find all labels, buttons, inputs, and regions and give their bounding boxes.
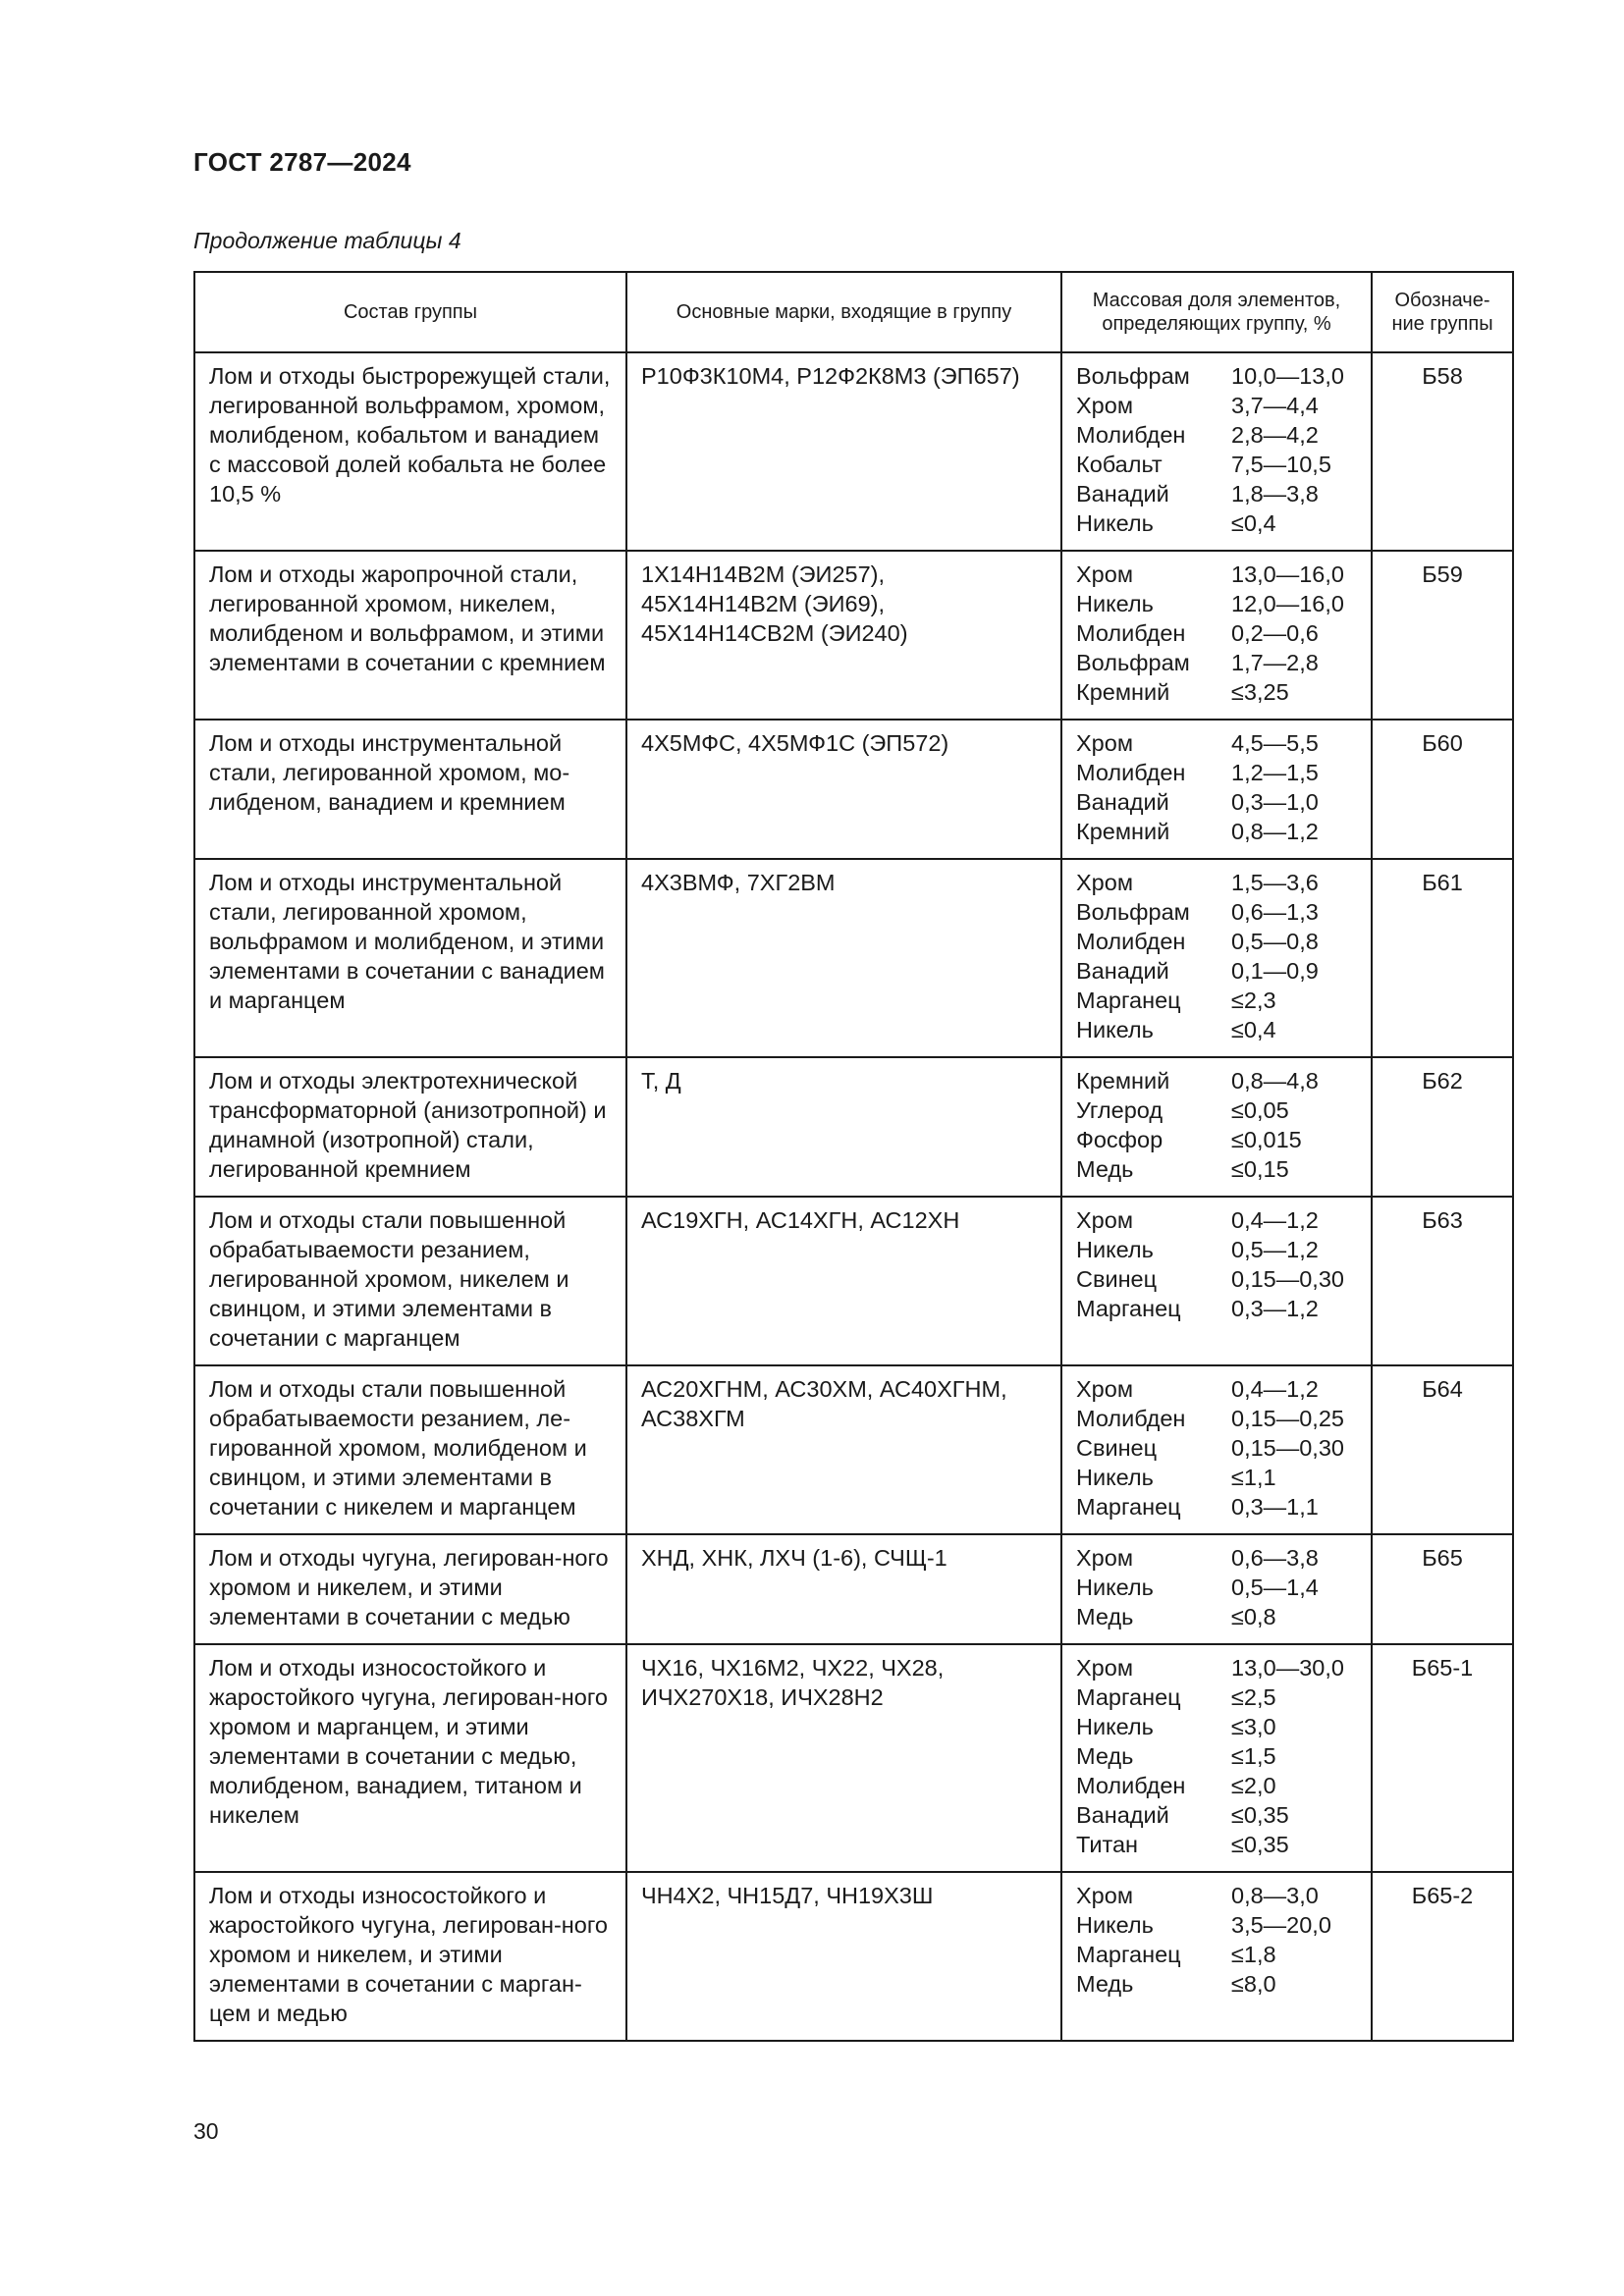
- element-name: Ванадий: [1076, 789, 1169, 815]
- element-entry: [1076, 1969, 1357, 1999]
- element-name: Медь: [1076, 1971, 1134, 1997]
- element-mass-fraction: ≤0,4: [1231, 1017, 1276, 1042]
- scrap-groups-table: [193, 271, 1514, 2042]
- column-header-group-code: Обозначе- ние группы: [1372, 272, 1513, 352]
- element-mass-fraction: ≤3,25: [1231, 679, 1289, 705]
- cell-composition: Лом и отходы электротехнической трансформаторной (анизотропной) и динамной (изотропной) стали, легированной кремнием: [194, 1057, 626, 1197]
- element-entry: [1076, 868, 1357, 897]
- element-mass-fraction: 13,0—16,0: [1231, 561, 1344, 587]
- element-mass-fraction: 4,5—5,5: [1231, 730, 1319, 756]
- cell-group-code: Б63: [1372, 1197, 1513, 1365]
- element-name: Молибден: [1076, 1406, 1186, 1431]
- table-row: [194, 1197, 1513, 1365]
- element-entry: [1076, 589, 1357, 618]
- cell-group-code: Б61: [1372, 859, 1513, 1057]
- element-entry: [1076, 956, 1357, 986]
- element-entry: [1076, 1374, 1357, 1404]
- table-body: [194, 352, 1513, 2041]
- element-mass-fraction: 0,8—1,2: [1231, 819, 1319, 844]
- element-name: Никель: [1076, 510, 1154, 536]
- element-mass-fraction: 0,15—0,30: [1231, 1435, 1344, 1461]
- element-mass-fraction: 7,5—10,5: [1231, 452, 1331, 477]
- element-entry: [1076, 1264, 1357, 1294]
- element-entry: [1076, 1682, 1357, 1712]
- element-entry: [1076, 1940, 1357, 1969]
- element-mass-fraction: ≤8,0: [1231, 1971, 1276, 1997]
- cell-group-code: Б64: [1372, 1365, 1513, 1534]
- element-entry: [1076, 1154, 1357, 1184]
- element-name: Вольфрам: [1076, 899, 1190, 925]
- cell-grades: 4Х3ВМФ, 7ХГ2ВМ: [626, 859, 1061, 1057]
- element-entry: [1076, 1653, 1357, 1682]
- element-mass-fraction: 0,8—3,0: [1231, 1883, 1319, 1908]
- element-entry: [1076, 1433, 1357, 1463]
- element-name: Никель: [1076, 591, 1154, 616]
- cell-composition: Лом и отходы инструментальной стали, легированной хромом, вольфрамом и молибденом, и этими элементами в сочетании с ванадием и марганцем: [194, 859, 626, 1057]
- element-name: Ванадий: [1076, 1802, 1169, 1828]
- column-header-composition: Состав группы: [194, 272, 626, 352]
- element-name: Углерод: [1076, 1097, 1164, 1123]
- element-entry: [1076, 648, 1357, 677]
- element-entry: [1076, 728, 1357, 758]
- element-name: Хром: [1076, 870, 1133, 895]
- element-name: Никель: [1076, 1575, 1154, 1600]
- element-entry: [1076, 361, 1357, 391]
- element-name: Хром: [1076, 1883, 1133, 1908]
- element-mass-fraction: 0,15—0,30: [1231, 1266, 1344, 1292]
- element-name: Вольфрам: [1076, 363, 1190, 389]
- cell-grades: ХНД, ХНК, ЛХЧ (1-6), СЧЩ-1: [626, 1534, 1061, 1644]
- element-mass-fraction: ≤0,35: [1231, 1802, 1289, 1828]
- element-mass-fraction: ≤0,05: [1231, 1097, 1289, 1123]
- cell-elements: [1061, 352, 1372, 551]
- element-mass-fraction: 2,8—4,2: [1231, 422, 1319, 448]
- cell-grades: ЧХ16, ЧХ16М2, ЧХ22, ЧХ28, ИЧХ270Х18, ИЧХ28Н2: [626, 1644, 1061, 1872]
- element-mass-fraction: ≤0,4: [1231, 510, 1276, 536]
- element-name: Хром: [1076, 1655, 1133, 1681]
- cell-group-code: Б65: [1372, 1534, 1513, 1644]
- element-mass-fraction: 0,5—0,8: [1231, 929, 1319, 954]
- element-entry: [1076, 787, 1357, 817]
- element-mass-fraction: 0,3—1,0: [1231, 789, 1319, 815]
- cell-elements: [1061, 1872, 1372, 2041]
- cell-group-code: Б58: [1372, 352, 1513, 551]
- element-entry: [1076, 618, 1357, 648]
- element-mass-fraction: 1,2—1,5: [1231, 760, 1319, 785]
- cell-composition: Лом и отходы чугуна, легирован-ного хромом и никелем, и этими элементами в сочетании с медью: [194, 1534, 626, 1644]
- cell-elements: [1061, 720, 1372, 859]
- element-mass-fraction: ≤3,0: [1231, 1714, 1276, 1739]
- cell-composition: Лом и отходы инструментальной стали, легированной хромом, мо-либденом, ванадием и кремнием: [194, 720, 626, 859]
- element-name: Хром: [1076, 561, 1133, 587]
- table-row: [194, 352, 1513, 551]
- element-entry: [1076, 927, 1357, 956]
- element-mass-fraction: 1,8—3,8: [1231, 481, 1319, 507]
- element-name: Марганец: [1076, 988, 1181, 1013]
- element-entry: [1076, 1492, 1357, 1522]
- element-entry: [1076, 1125, 1357, 1154]
- element-mass-fraction: 13,0—30,0: [1231, 1655, 1344, 1681]
- element-entry: [1076, 1015, 1357, 1044]
- element-entry: [1076, 1881, 1357, 1910]
- element-name: Молибден: [1076, 760, 1186, 785]
- element-name: Ванадий: [1076, 481, 1169, 507]
- element-name: Кобальт: [1076, 452, 1163, 477]
- table-row: [194, 859, 1513, 1057]
- element-name: Молибден: [1076, 929, 1186, 954]
- element-name: Хром: [1076, 393, 1133, 418]
- element-mass-fraction: 0,5—1,4: [1231, 1575, 1319, 1600]
- cell-composition: Лом и отходы быстрорежущей стали, легированной вольфрамом, хромом, молибденом, кобальтом и ванадием с массовой долей кобальта не более 10,5 %: [194, 352, 626, 551]
- cell-group-code: Б59: [1372, 551, 1513, 720]
- table-row: [194, 1644, 1513, 1872]
- element-mass-fraction: 3,5—20,0: [1231, 1912, 1331, 1938]
- element-name: Никель: [1076, 1237, 1154, 1262]
- cell-elements: [1061, 859, 1372, 1057]
- cell-elements: [1061, 551, 1372, 720]
- element-mass-fraction: 0,2—0,6: [1231, 620, 1319, 646]
- element-name: Никель: [1076, 1465, 1154, 1490]
- cell-grades: ЧН4Х2, ЧН15Д7, ЧН19Х3Ш: [626, 1872, 1061, 2041]
- element-name: Вольфрам: [1076, 650, 1190, 675]
- element-mass-fraction: ≤2,3: [1231, 988, 1276, 1013]
- element-name: Никель: [1076, 1017, 1154, 1042]
- element-name: Ванадий: [1076, 958, 1169, 984]
- cell-elements: [1061, 1644, 1372, 1872]
- element-mass-fraction: 0,5—1,2: [1231, 1237, 1319, 1262]
- element-entry: [1076, 677, 1357, 707]
- element-mass-fraction: ≤0,15: [1231, 1156, 1289, 1182]
- element-mass-fraction: 10,0—13,0: [1231, 363, 1344, 389]
- element-mass-fraction: ≤0,8: [1231, 1604, 1276, 1629]
- element-entry: [1076, 1404, 1357, 1433]
- element-mass-fraction: 0,3—1,1: [1231, 1494, 1319, 1520]
- cell-group-code: Б60: [1372, 720, 1513, 859]
- cell-elements: [1061, 1057, 1372, 1197]
- cell-grades: Т, Д: [626, 1057, 1061, 1197]
- element-mass-fraction: 3,7—4,4: [1231, 393, 1319, 418]
- element-entry: [1076, 986, 1357, 1015]
- element-mass-fraction: 0,3—1,2: [1231, 1296, 1319, 1321]
- column-header-grades: Основные марки, входящие в группу: [626, 272, 1061, 352]
- element-mass-fraction: 0,4—1,2: [1231, 1376, 1319, 1402]
- element-entry: [1076, 1205, 1357, 1235]
- element-name: Медь: [1076, 1156, 1134, 1182]
- cell-group-code: Б65-2: [1372, 1872, 1513, 2041]
- element-mass-fraction: ≤1,1: [1231, 1465, 1276, 1490]
- element-entry: [1076, 1602, 1357, 1631]
- cell-composition: Лом и отходы износостойкого и жаростойкого чугуна, легирован-ного хромом и никелем, и этими элементами в сочетании с марган-цем и медью: [194, 1872, 626, 2041]
- element-entry: [1076, 1712, 1357, 1741]
- element-entry: [1076, 1066, 1357, 1095]
- element-entry: [1076, 391, 1357, 420]
- table-row: [194, 1534, 1513, 1644]
- table-row: [194, 551, 1513, 720]
- cell-composition: Лом и отходы стали повышенной обрабатываемости резанием, легированной хромом, никелем и свинцом, и этими элементами в сочетании с марганцем: [194, 1197, 626, 1365]
- document-header: ГОСТ 2787—2024: [193, 147, 411, 177]
- element-entry: [1076, 1910, 1357, 1940]
- table-row: [194, 720, 1513, 859]
- element-entry: [1076, 420, 1357, 450]
- element-name: Молибден: [1076, 422, 1186, 448]
- element-mass-fraction: ≤1,5: [1231, 1743, 1276, 1769]
- cell-elements: [1061, 1365, 1372, 1534]
- table-row: [194, 1057, 1513, 1197]
- table-row: [194, 1872, 1513, 2041]
- element-name: Хром: [1076, 1545, 1133, 1571]
- element-mass-fraction: 0,15—0,25: [1231, 1406, 1344, 1431]
- element-name: Кремний: [1076, 819, 1170, 844]
- element-name: Хром: [1076, 730, 1133, 756]
- element-name: Молибден: [1076, 1773, 1186, 1798]
- element-mass-fraction: ≤0,015: [1231, 1127, 1302, 1152]
- element-mass-fraction: 1,7—2,8: [1231, 650, 1319, 675]
- element-mass-fraction: 0,8—4,8: [1231, 1068, 1319, 1094]
- element-mass-fraction: ≤1,8: [1231, 1942, 1276, 1967]
- element-entry: [1076, 1830, 1357, 1859]
- element-entry: [1076, 1543, 1357, 1573]
- table-header-row: [194, 272, 1513, 352]
- element-name: Хром: [1076, 1376, 1133, 1402]
- element-entry: [1076, 1235, 1357, 1264]
- element-entry: [1076, 479, 1357, 508]
- element-entry: [1076, 1463, 1357, 1492]
- element-mass-fraction: ≤2,5: [1231, 1684, 1276, 1710]
- cell-elements: [1061, 1534, 1372, 1644]
- element-name: Молибден: [1076, 620, 1186, 646]
- element-name: Кремний: [1076, 679, 1170, 705]
- cell-grades: 1Х14Н14В2М (ЭИ257), 45Х14Н14В2М (ЭИ69), 45Х14Н14СВ2М (ЭИ240): [626, 551, 1061, 720]
- element-entry: [1076, 1095, 1357, 1125]
- element-name: Никель: [1076, 1912, 1154, 1938]
- element-name: Свинец: [1076, 1435, 1158, 1461]
- element-mass-fraction: 0,6—3,8: [1231, 1545, 1319, 1571]
- element-entry: [1076, 450, 1357, 479]
- cell-composition: Лом и отходы жаропрочной стали, легированной хромом, никелем, молибденом и вольфрамом, и этими элементами в сочетании с кремнием: [194, 551, 626, 720]
- cell-grades: 4Х5МФС, 4Х5МФ1С (ЭП572): [626, 720, 1061, 859]
- element-mass-fraction: 0,1—0,9: [1231, 958, 1319, 984]
- element-name: Свинец: [1076, 1266, 1158, 1292]
- element-entry: [1076, 1294, 1357, 1323]
- cell-group-code: Б62: [1372, 1057, 1513, 1197]
- element-mass-fraction: 1,5—3,6: [1231, 870, 1319, 895]
- element-mass-fraction: 0,4—1,2: [1231, 1207, 1319, 1233]
- element-entry: [1076, 1800, 1357, 1830]
- element-mass-fraction: ≤2,0: [1231, 1773, 1276, 1798]
- element-entry: [1076, 560, 1357, 589]
- element-mass-fraction: 12,0—16,0: [1231, 591, 1344, 616]
- element-name: Марганец: [1076, 1494, 1181, 1520]
- element-entry: [1076, 897, 1357, 927]
- element-name: Медь: [1076, 1604, 1134, 1629]
- element-entry: [1076, 758, 1357, 787]
- element-name: Марганец: [1076, 1296, 1181, 1321]
- column-header-elements: Массовая доля элементов, определяющих группу, %: [1061, 272, 1372, 352]
- element-name: Марганец: [1076, 1684, 1181, 1710]
- element-mass-fraction: ≤0,35: [1231, 1832, 1289, 1857]
- page-number: 30: [193, 2118, 219, 2144]
- element-name: Титан: [1076, 1832, 1138, 1857]
- cell-grades: АС19ХГН, АС14ХГН, АС12ХН: [626, 1197, 1061, 1365]
- element-entry: [1076, 1771, 1357, 1800]
- element-name: Никель: [1076, 1714, 1154, 1739]
- cell-elements: [1061, 1197, 1372, 1365]
- element-entry: [1076, 1573, 1357, 1602]
- table-caption: Продолжение таблицы 4: [193, 228, 461, 253]
- cell-group-code: Б65-1: [1372, 1644, 1513, 1872]
- element-name: Фосфор: [1076, 1127, 1164, 1152]
- element-entry: [1076, 508, 1357, 538]
- element-name: Хром: [1076, 1207, 1133, 1233]
- cell-composition: Лом и отходы износостойкого и жаростойкого чугуна, легирован-ного хромом и марганцем, и этими элементами в сочетании с медью, молибденом, ванадием, титаном и никелем: [194, 1644, 626, 1872]
- cell-grades: АС20ХГНМ, АС30ХМ, АС40ХГНМ, АС38ХГМ: [626, 1365, 1061, 1534]
- cell-grades: Р10Ф3К10М4, Р12Ф2К8М3 (ЭП657): [626, 352, 1061, 551]
- element-mass-fraction: 0,6—1,3: [1231, 899, 1319, 925]
- table-row: [194, 1365, 1513, 1534]
- element-name: Медь: [1076, 1743, 1134, 1769]
- element-entry: [1076, 1741, 1357, 1771]
- cell-composition: Лом и отходы стали повышенной обрабатываемости резанием, ле-гированной хромом, молибденом и свинцом, и этими элементами в сочетании с никелем и марганцем: [194, 1365, 626, 1534]
- element-name: Марганец: [1076, 1942, 1181, 1967]
- element-entry: [1076, 817, 1357, 846]
- element-name: Кремний: [1076, 1068, 1170, 1094]
